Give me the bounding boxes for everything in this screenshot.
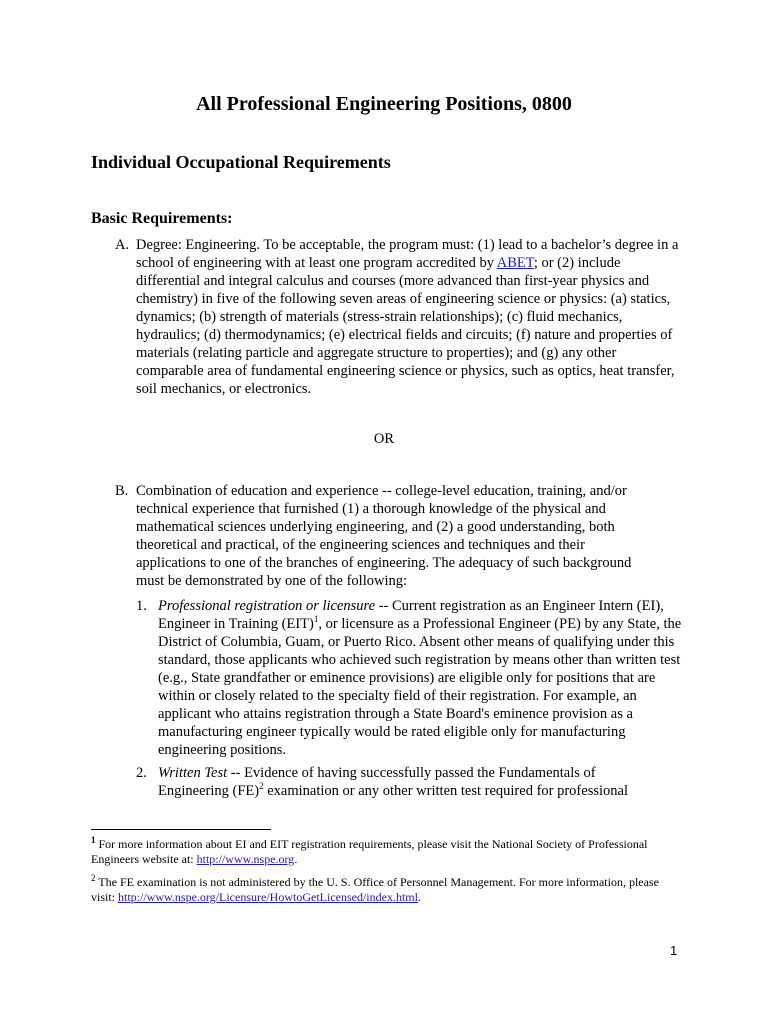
requirement-a-text-part2: ; or (2) include differential and integral calculus and courses (more advanced than first-year physics and chemistry) in five of the following seven areas of engineering science or physics: (a) statics, dynamics; (b) strength of materials (stress-strain relationships); (c) fluid mechanics, hydraulics; (d) thermodynamics; (e) electrical fields and circuits; (f) nature and properties of materials (relating particle and aggregate structure to properties); and (g) any other comparable area of fundamental engineering science or physics, such as optics, heat transfer, soil mechanics, or electronics. [136, 255, 675, 397]
sub-item-1-italic: Professional registration or licensure [158, 598, 376, 614]
basic-requirements-heading: Basic Requirements: [91, 210, 233, 227]
footnote-ref-1: 1 [313, 614, 319, 625]
footnote-2-text: The FE examination is not administered by the U. S. Office of Personnel Management. For more information, please visit: [91, 875, 659, 904]
footnote-2-end: . [417, 890, 421, 904]
requirement-a-text-part1: Degree: Engineering. To be acceptable, the program must: (1) lead to a bachelor’s degree in a school of engineering with at least one program accredited by [136, 237, 679, 271]
requirement-a-marker: A. [115, 237, 130, 253]
sub-item-2-marker: 2. [136, 765, 147, 781]
sub-item-2-italic: Written Test [158, 765, 228, 781]
sub-item-2-text-part2: examination or any other written test required for professional [263, 783, 628, 799]
sub-item-2-text [158, 764, 658, 800]
document-title: All Professional Engineering Positions, 0800 [196, 93, 572, 115]
footnote-1-text: For more information about EI and EIT registration requirements, please visit the National Society of Professional Engineers website at: [91, 837, 648, 866]
abet-link[interactable]: ABET [496, 255, 534, 271]
footnote-1 [91, 837, 681, 867]
sub-item-2-text-part1: -- Evidence of having successfully passed the Fundamentals of Engineering (FE) [158, 765, 596, 799]
sub-item-1-text [158, 597, 688, 759]
footnote-divider [91, 829, 271, 830]
requirement-b-text: Combination of education and experience -- college-level education, training, and/or technical experience that furnished (1) a thorough knowledge of the physical and mathematical sciences underlying engineering, and (2) a good understanding, both theoretical and practical, of the engineering sciences and techniques and their applications to one of the branches of engineering. The adequacy of such background must be demonstrated by one of the following: [136, 483, 632, 589]
sub-item-1-text-part1: -- Current registration as an Engineer Intern (EI), Engineer in Training (EIT) [158, 598, 664, 632]
requirement-a-text [136, 236, 684, 398]
nspe-licensure-link[interactable]: http://www.nspe.org/Licensure/HowtoGetLicensed/index.html [118, 890, 418, 904]
footnote-2-number: 2 [91, 873, 96, 883]
sub-item-1-text-part2: , or licensure as a Professional Engineer (PE) by any State, the District of Columbia, Guam, or Puerto Rico. Absent other means of qualifying under this standard, those applicants who achieved such registration by means other than written test (e.g., State grandfather or eminence provisions) are eligible only for positions that are within or closely related to the specialty field of their registration. For example, an applicant who attains registration through a State Board's eminence provision as a manufacturing engineer typically would be rated eligible only for manufacturing engineering positions. [158, 616, 682, 758]
page-number: 1 [670, 943, 678, 958]
requirement-b-marker: B. [115, 483, 129, 499]
footnote-1-end: . [294, 852, 298, 866]
section-heading: Individual Occupational Requirements [91, 152, 391, 172]
nspe-link[interactable]: http://www.nspe.org [196, 852, 295, 866]
footnote-ref-2: 2 [259, 781, 264, 792]
footnote-2 [91, 875, 681, 905]
or-separator: OR [373, 431, 395, 447]
sub-item-1-marker: 1. [136, 598, 147, 614]
footnote-1-number: 1 [91, 835, 96, 845]
